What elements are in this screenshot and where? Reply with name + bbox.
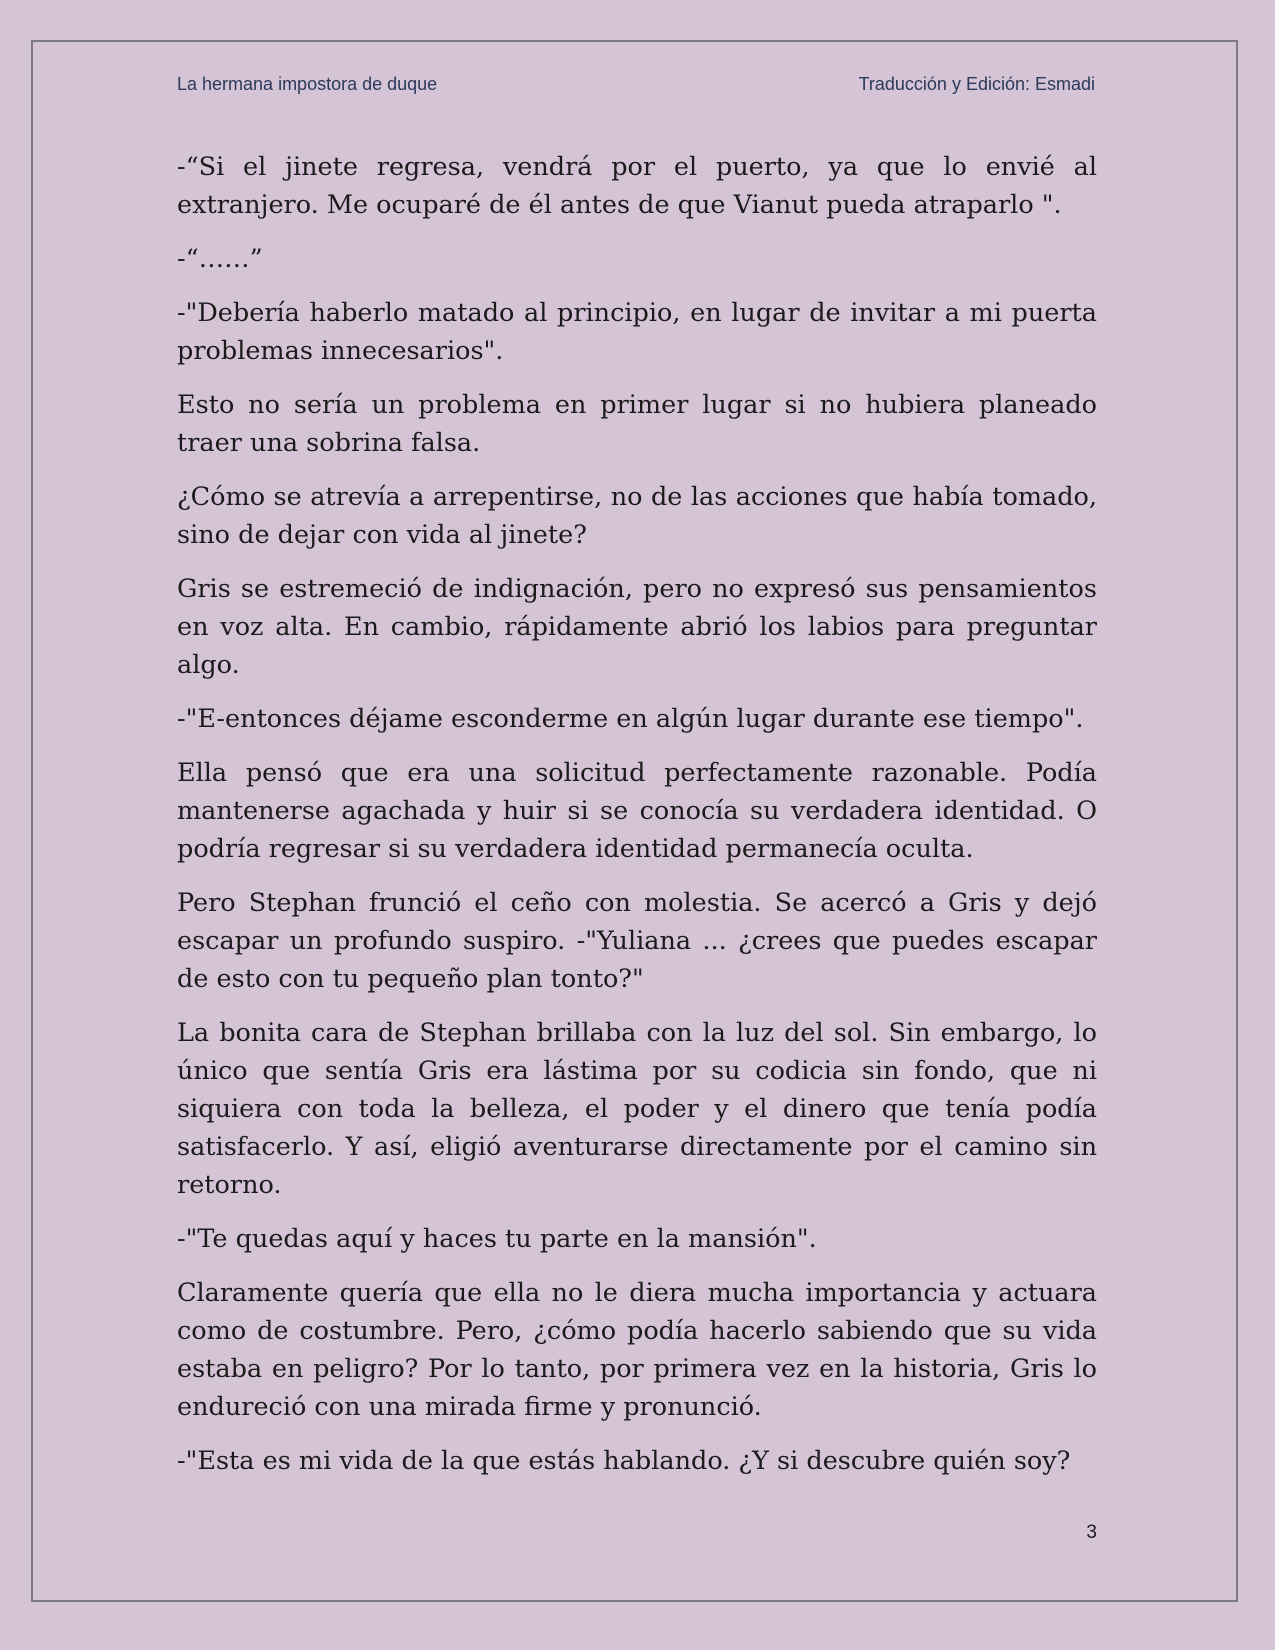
paragraph: Esto no sería un problema en primer lugar si no hubiera planeado traer una sobrina falsa. (177, 390, 1097, 458)
paragraph: -“Si el jinete regresa, vendrá por el puerto, ya que lo envié al extranjero. Me ocuparé de él antes de que Vianut pueda atraparlo ". (177, 152, 1097, 220)
book-title: La hermana impostora de duque (177, 74, 438, 94)
paragraph: Gris se estremeció de indignación, pero no expresó sus pensamientos en voz alta. En cambio, rápidamente abrió los labios para preguntar algo. (177, 574, 1097, 680)
paragraph: ¿Cómo se atrevía a arrepentirse, no de las acciones que había tomado, sino de dejar con vida al jinete? (177, 482, 1097, 550)
paragraph: La bonita cara de Stephan brillaba con la luz del sol. Sin embargo, lo único que sentía Gris era lástima por su codicia sin fondo, que ni siquiera con toda la belleza, el poder y el dinero que tenía podía satisfacerlo. Y así, eligió aventurarse directamente por el camino sin retorno. (177, 1018, 1097, 1200)
paragraph: Ella pensó que era una solicitud perfectamente razonable. Podía mantenerse agachada y huir si se conocía su verdadera identidad. O podría regresar si su verdadera identidad permanecía oculta. (177, 758, 1097, 864)
paragraph: -"Debería haberlo matado al principio, en lugar de invitar a mi puerta problemas innecesarios". (177, 298, 1097, 366)
paragraph: Pero Stephan frunció el ceño con molestia. Se acercó a Gris y dejó escapar un profundo suspiro. -"Yuliana ... ¿crees que puedes escapar de esto con tu pequeño plan tonto?" (177, 888, 1097, 994)
paragraph: -"Esta es mi vida de la que estás hablando. ¿Y si descubre quién soy? (177, 1446, 1071, 1476)
body-text (177, 148, 1097, 1496)
paragraph: -“……” (177, 244, 263, 274)
page-header (177, 74, 1095, 100)
translator-credit: Traducción y Edición: Esmadi (858, 74, 1095, 94)
paragraph: -"E-entonces déjame esconderme en algún lugar durante ese tiempo". (177, 704, 1084, 734)
paragraph: Claramente quería que ella no le diera mucha importancia y actuara como de costumbre. Pero, ¿cómo podía hacerlo sabiendo que su vida estaba en peligro? Por lo tanto, por primera vez en la historia, Gris lo endureció con una mirada firme y pronunció. (177, 1278, 1097, 1422)
paragraph: -"Te quedas aquí y haces tu parte en la mansión". (177, 1224, 817, 1254)
page-number: 3 (1086, 1522, 1097, 1543)
